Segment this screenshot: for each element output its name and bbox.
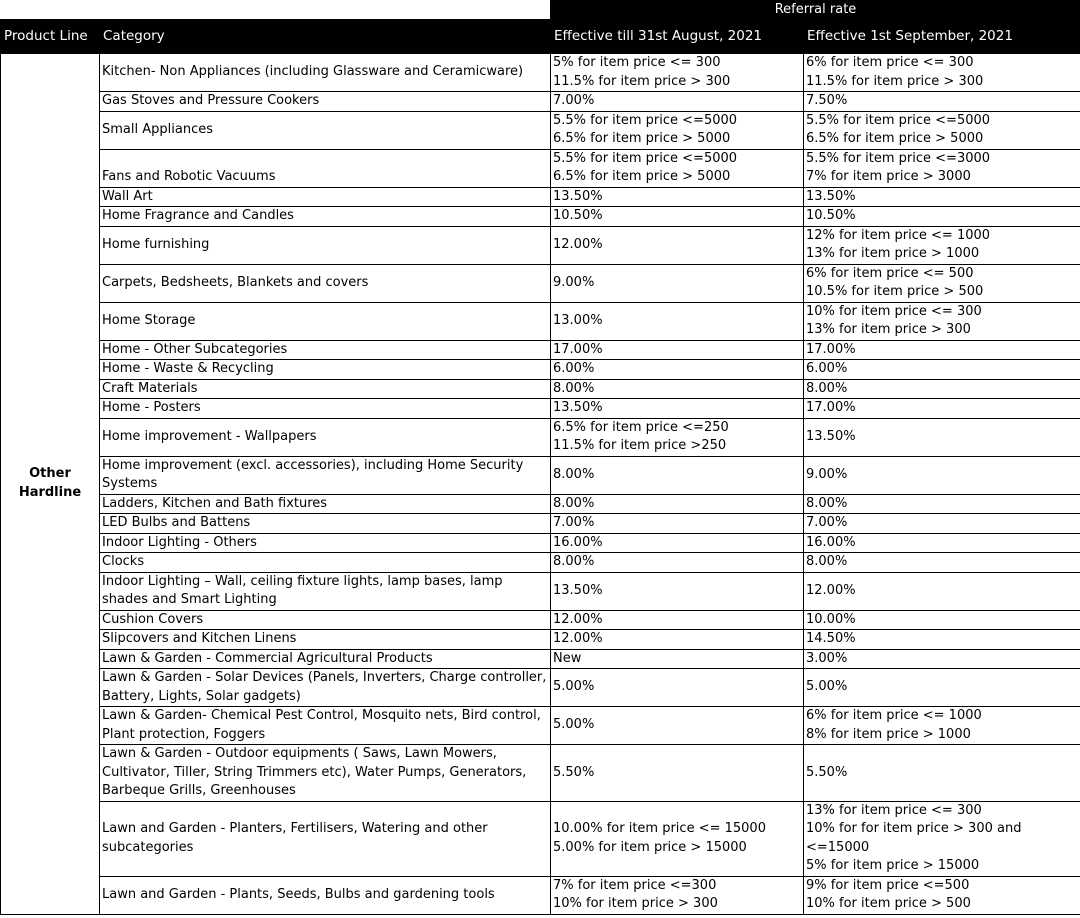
category-cell <box>100 302 551 340</box>
rate-new-cell-line: 13% for item price > 300 <box>806 322 971 337</box>
category-cell <box>100 745 551 802</box>
category-cell-line: Slipcovers and Kitchen Linens <box>102 631 297 646</box>
table-row <box>1 264 1080 302</box>
rate-new-cell-line: 9% for item price <=500 <box>806 877 970 893</box>
category-cell <box>100 669 551 707</box>
rate-old-cell <box>551 360 804 380</box>
category-cell-line: Cultivator, Tiller, String Trimmers etc), Water Pumps, Generators, <box>102 764 527 780</box>
table-row <box>1 707 1080 745</box>
table-row <box>1 669 1080 707</box>
category-cell <box>100 630 551 650</box>
rate-old-cell <box>551 494 804 514</box>
rate-new-cell-line: 8.00% <box>806 380 848 396</box>
rate-new-cell <box>804 360 1080 380</box>
rate-new-cell-line: 5% for item price > 15000 <box>806 858 980 873</box>
category-cell-line: Indoor Lighting - Others <box>102 534 257 550</box>
rate-new-cell <box>804 418 1080 456</box>
category-cell-line: Systems <box>102 476 158 491</box>
category-cell <box>100 649 551 669</box>
rate-old-cell <box>551 610 804 630</box>
rate-new-cell-line: 10.50% <box>806 208 856 223</box>
table-row <box>1 572 1080 610</box>
table-row <box>1 187 1080 207</box>
rate-old-cell <box>551 340 804 360</box>
category-cell <box>100 801 551 876</box>
rate-old-cell-line: 17.00% <box>553 341 603 357</box>
rate-old-cell <box>551 649 804 669</box>
rate-new-cell-line: 5.50% <box>806 764 848 780</box>
rate-new-cell-line: 13.50% <box>806 428 856 444</box>
category-cell-line: Ladders, Kitchen and Bath fixtures <box>102 495 328 511</box>
table-row <box>1 302 1080 340</box>
table-row <box>1 610 1080 630</box>
rate-new-cell <box>804 207 1080 227</box>
category-cell-line: Indoor Lighting – Wall, ceiling fixture lights, lamp bases, lamp <box>102 573 503 589</box>
rate-old-cell <box>551 533 804 553</box>
rate-old-cell <box>551 207 804 227</box>
rate-old-cell-line: 11.5% for item price > 300 <box>553 73 731 89</box>
product-line-label: Hardline <box>18 484 82 500</box>
rate-old-cell-line: 5.00% <box>553 679 595 695</box>
rate-new-cell-line: 11.5% for item price > 300 <box>806 73 984 89</box>
category-cell-line: Gas Stoves and Pressure Cookers <box>102 93 320 108</box>
category-cell-line: Carpets, Bedsheets, Blankets and covers <box>102 274 369 290</box>
table-row <box>1 226 1080 264</box>
rate-new-cell-line: 14.50% <box>806 631 856 646</box>
table-row <box>1 514 1080 534</box>
rate-old-cell-line: 5.00% <box>553 717 595 733</box>
category-cell-line: shades and Smart Lighting <box>102 592 277 607</box>
rate-new-cell-line: 13% for item price > 1000 <box>806 246 980 261</box>
rate-old-cell-line: 7% for item price <=300 <box>553 877 717 893</box>
rate-new-cell-line: 6% for item price <= 500 <box>806 265 974 281</box>
rate-old-cell-line: 13.00% <box>553 312 603 328</box>
rate-new-cell <box>804 649 1080 669</box>
rate-old-cell-line: 13.50% <box>553 582 603 598</box>
table-row <box>1 801 1080 876</box>
rate-new-cell <box>804 514 1080 534</box>
rate-new-cell-line: 10% for item price > 500 <box>806 896 971 911</box>
category-cell-line: LED Bulbs and Battens <box>102 515 251 530</box>
rate-new-cell <box>804 801 1080 876</box>
rate-old-cell <box>551 399 804 419</box>
table-row <box>1 149 1080 187</box>
category-cell-line: Home furnishing <box>102 236 210 252</box>
rate-old-cell <box>551 707 804 745</box>
rate-new-cell-line: 9.00% <box>806 466 848 482</box>
rate-new-cell <box>804 226 1080 264</box>
rate-new-cell-line: 10.00% <box>806 611 856 627</box>
table-row <box>1 876 1080 914</box>
category-cell-line: subcategories <box>102 839 194 855</box>
rate-new-cell-line: 5.5% for item price <=5000 <box>806 112 991 128</box>
rate-new-cell <box>804 264 1080 302</box>
category-cell <box>100 207 551 227</box>
rate-new-cell-line: 6.5% for item price > 5000 <box>806 131 984 146</box>
category-header: Category <box>100 20 551 54</box>
rate-new-cell <box>804 187 1080 207</box>
table-row <box>1 340 1080 360</box>
category-cell <box>100 553 551 573</box>
rate-old-cell-line: 8.00% <box>553 495 595 511</box>
rate-new-cell-line: 12.00% <box>806 582 856 598</box>
rate-old-cell <box>551 264 804 302</box>
category-cell-line: Cushion Covers <box>102 611 204 627</box>
rate-new-cell <box>804 494 1080 514</box>
category-cell-line: Small Appliances <box>102 121 213 137</box>
rate-old-cell <box>551 418 804 456</box>
rate-new-cell <box>804 707 1080 745</box>
category-cell-line: Home improvement - Wallpapers <box>102 428 317 444</box>
rate-old-cell-line: 7.00% <box>553 93 595 108</box>
rate-new-cell-line: 10.5% for item price > 500 <box>806 284 984 299</box>
referral-rate-header: Referral rate <box>551 1 1080 20</box>
category-cell <box>100 111 551 149</box>
rate-new-cell-line: 10% for for item price > 300 and <box>806 821 1022 836</box>
rate-old-cell <box>551 669 804 707</box>
category-cell-line: Barbeque Grills, Greenhouses <box>102 783 296 798</box>
rate-old-cell-line: 8.00% <box>553 554 595 569</box>
category-cell <box>100 92 551 112</box>
product-line-label: Other <box>29 466 71 482</box>
table-row <box>1 360 1080 380</box>
table-row <box>1 54 1080 92</box>
rate-new-cell-line: 17.00% <box>806 400 856 415</box>
rate-old-cell-line: 6.5% for item price <=250 <box>553 419 729 435</box>
table-row <box>1 111 1080 149</box>
rate-old-cell-line: New <box>553 650 582 666</box>
table-row <box>1 630 1080 650</box>
category-cell-line: Lawn and Garden - Planters, Fertilisers, Watering and other <box>102 821 488 836</box>
category-cell <box>100 456 551 494</box>
category-cell-line: Lawn & Garden - Commercial Agricultural Products <box>102 650 433 666</box>
rate-new-cell <box>804 745 1080 802</box>
category-cell <box>100 54 551 92</box>
rate-new-cell-line: 7% for item price > 3000 <box>806 169 971 184</box>
rate-old-cell-line: 5.00% for item price > 15000 <box>553 839 747 855</box>
category-cell-line: Craft Materials <box>102 380 198 396</box>
table-row <box>1 399 1080 419</box>
rate-old-cell <box>551 226 804 264</box>
category-cell-line: Clocks <box>102 554 145 569</box>
rate-old-cell-line: 9.00% <box>553 274 595 290</box>
rate-new-cell-line: 6% for item price <= 1000 <box>806 708 982 723</box>
category-cell-line: Battery, Lights, Solar gadgets) <box>102 688 301 704</box>
table-row <box>1 745 1080 802</box>
rate-old-cell <box>551 514 804 534</box>
rate-old-cell <box>551 745 804 802</box>
rate-old-cell-line: 12.00% <box>553 236 603 252</box>
category-cell-line: Plant protection, Foggers <box>102 726 266 742</box>
rate-new-cell-line: 5.00% <box>806 679 848 695</box>
rate-old-cell <box>551 456 804 494</box>
rate-old-cell <box>551 630 804 650</box>
rate-new-cell-line: 8.00% <box>806 554 848 569</box>
category-cell <box>100 226 551 264</box>
table-row <box>1 533 1080 553</box>
rate-old-cell <box>551 572 804 610</box>
rate-old-cell-line: 6.5% for item price > 5000 <box>553 169 731 184</box>
category-cell <box>100 399 551 419</box>
rate-old-cell-line: 13.50% <box>553 188 603 204</box>
category-cell-line: Home Storage <box>102 312 196 328</box>
category-cell <box>100 876 551 914</box>
rate-new-cell-line: 16.00% <box>806 534 856 550</box>
category-cell-line: Lawn and Garden - Plants, Seeds, Bulbs and gardening tools <box>102 886 495 902</box>
rate-new-cell-line: 6.00% <box>806 361 848 376</box>
category-cell <box>100 533 551 553</box>
category-cell <box>100 610 551 630</box>
rate-new-cell-line: 3.00% <box>806 650 848 666</box>
category-cell <box>100 418 551 456</box>
rate-old-cell <box>551 876 804 914</box>
category-cell <box>100 187 551 207</box>
rate-new-cell-line: 12% for item price <= 1000 <box>806 227 991 243</box>
rate-new-cell-line: 7.00% <box>806 515 848 530</box>
rate-new-cell <box>804 92 1080 112</box>
category-cell <box>100 572 551 610</box>
table-row <box>1 553 1080 573</box>
rate-new-cell <box>804 399 1080 419</box>
rate-new-cell-line: <=15000 <box>806 839 870 855</box>
category-cell <box>100 707 551 745</box>
effective-new-header: Effective 1st September, 2021 <box>804 20 1080 54</box>
rate-new-cell-line: 10% for item price <= 300 <box>806 303 982 319</box>
rate-old-cell-line: 8.00% <box>553 380 595 396</box>
rate-new-cell <box>804 302 1080 340</box>
category-cell-line: Home Fragrance and Candles <box>102 208 294 223</box>
header-spacer <box>1 1 551 20</box>
rate-old-cell <box>551 111 804 149</box>
rate-old-cell-line: 7.00% <box>553 515 595 530</box>
category-cell <box>100 514 551 534</box>
category-cell <box>100 264 551 302</box>
rate-new-cell <box>804 379 1080 399</box>
table-row <box>1 494 1080 514</box>
category-cell-line: Home - Other Subcategories <box>102 341 288 357</box>
rate-old-cell-line: 5.50% <box>553 764 595 780</box>
category-cell-line: Lawn & Garden - Solar Devices (Panels, Inverters, Charge controller, <box>102 670 547 685</box>
rate-old-cell-line: 8.00% <box>553 466 595 482</box>
table-row <box>1 418 1080 456</box>
rate-new-cell-line: 8% for item price > 1000 <box>806 726 971 742</box>
rate-old-cell <box>551 553 804 573</box>
rate-old-cell <box>551 187 804 207</box>
rate-new-cell <box>804 111 1080 149</box>
rate-new-cell-line: 13% for item price <= 300 <box>806 802 982 818</box>
rate-old-cell-line: 5.5% for item price <=5000 <box>553 112 738 128</box>
rate-old-cell-line: 6.5% for item price > 5000 <box>553 131 731 146</box>
rate-new-cell <box>804 149 1080 187</box>
product-line-cell <box>1 54 100 915</box>
rate-old-cell-line: 13.50% <box>553 400 603 415</box>
rate-new-cell-line: 7.50% <box>806 93 848 108</box>
rate-old-cell <box>551 379 804 399</box>
rate-new-cell-line: 6% for item price <= 300 <box>806 55 974 70</box>
rate-new-cell <box>804 340 1080 360</box>
rate-new-cell <box>804 553 1080 573</box>
category-cell <box>100 340 551 360</box>
table-row <box>1 207 1080 227</box>
category-cell <box>100 379 551 399</box>
category-cell-line: Home - Posters <box>102 400 201 415</box>
category-cell <box>100 149 551 187</box>
category-cell-line: Home - Waste & Recycling <box>102 361 274 376</box>
rate-old-cell <box>551 801 804 876</box>
rate-old-cell <box>551 302 804 340</box>
category-cell-line: Fans and Robotic Vacuums <box>102 169 276 184</box>
rate-old-cell-line: 16.00% <box>553 534 603 550</box>
table-row <box>1 456 1080 494</box>
category-cell-line: Home improvement (excl. accessories), including Home Security <box>102 457 524 473</box>
rate-old-cell-line: 6.00% <box>553 361 595 376</box>
rate-new-cell <box>804 630 1080 650</box>
category-cell-line: Kitchen- Non Appliances (including Glassware and Ceramicware) <box>102 64 524 80</box>
table-row <box>1 379 1080 399</box>
rate-new-cell-line: 13.50% <box>806 188 856 204</box>
table-row <box>1 649 1080 669</box>
rate-new-cell <box>804 669 1080 707</box>
rate-old-cell-line: 10.50% <box>553 208 603 223</box>
table-row <box>1 92 1080 112</box>
rate-old-cell-line: 5% for item price <= 300 <box>553 55 721 70</box>
rate-new-cell <box>804 572 1080 610</box>
effective-old-header: Effective till 31st August, 2021 <box>551 20 804 54</box>
category-cell-line: Lawn & Garden - Outdoor equipments ( Saws, Lawn Mowers, <box>102 746 497 761</box>
rate-new-cell <box>804 533 1080 553</box>
rate-old-cell <box>551 54 804 92</box>
rate-old-cell <box>551 149 804 187</box>
category-cell <box>100 494 551 514</box>
rate-new-cell-line: 17.00% <box>806 341 856 357</box>
product-line-header: Product Line <box>1 20 100 54</box>
category-cell-line: Wall Art <box>102 188 153 204</box>
rate-old-cell-line: 5.5% for item price <=5000 <box>553 150 738 166</box>
rate-new-cell-line: 5.5% for item price <=3000 <box>806 150 991 166</box>
rate-old-cell-line: 11.5% for item price >250 <box>553 438 727 453</box>
rate-new-cell <box>804 54 1080 92</box>
rate-old-cell-line: 12.00% <box>553 611 603 627</box>
rate-old-cell-line: 10% for item price > 300 <box>553 896 718 911</box>
rate-old-cell-line: 10.00% for item price <= 15000 <box>553 821 766 836</box>
rate-old-cell <box>551 92 804 112</box>
rate-new-cell <box>804 610 1080 630</box>
category-cell-line: Lawn & Garden- Chemical Pest Control, Mosquito nets, Bird control, <box>102 708 541 723</box>
rate-old-cell-line: 12.00% <box>553 631 603 646</box>
category-cell <box>100 360 551 380</box>
rate-new-cell <box>804 456 1080 494</box>
rate-new-cell <box>804 876 1080 914</box>
rate-new-cell-line: 8.00% <box>806 495 848 511</box>
